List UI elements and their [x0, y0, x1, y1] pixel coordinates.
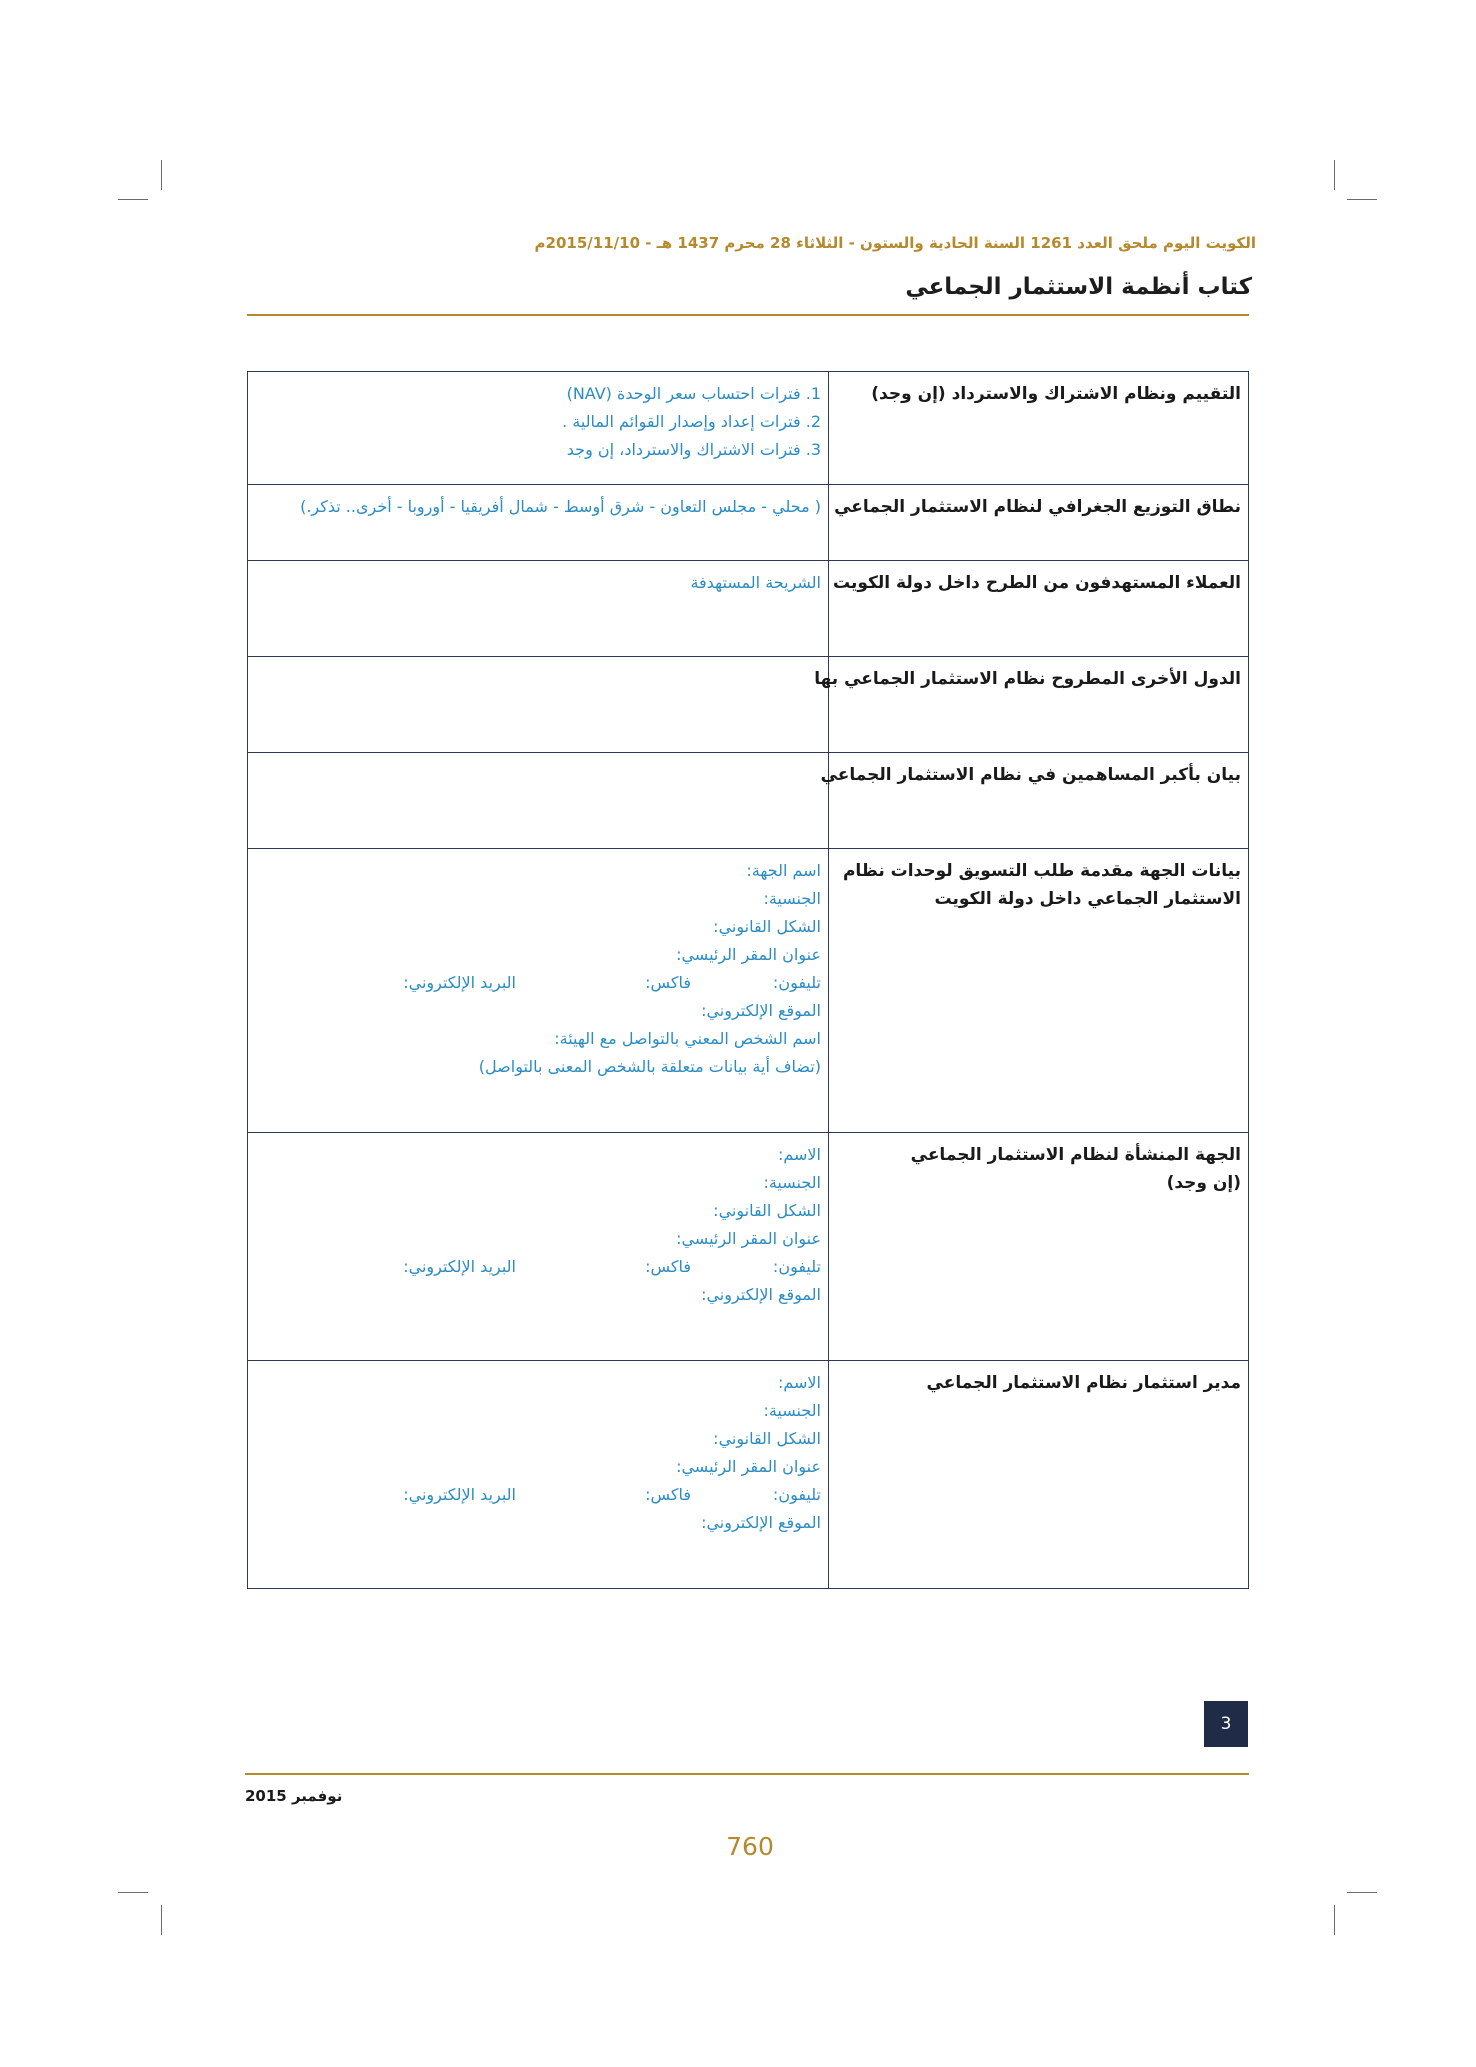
value-line: الشكل القانوني:	[713, 917, 821, 936]
row-value	[248, 657, 829, 753]
crop-mark	[161, 160, 162, 190]
document-title: كتاب أنظمة الاستثمار الجماعي	[905, 274, 1252, 300]
fund-info-table	[247, 371, 1249, 1589]
label-line: (إن وجد)	[1166, 1173, 1241, 1193]
table-row	[248, 485, 1249, 561]
title-divider	[247, 314, 1249, 316]
value-line: الاسم:	[777, 1145, 821, 1164]
label-line: العملاء المستهدفون من الطرح داخل دولة الكويت	[832, 573, 1241, 593]
gazette-issue-line: الكويت اليوم ملحق العدد 1261 السنة الحادية والستون - الثلاثاء 28 محرم 1437 هـ - 2015/11/10م	[534, 234, 1256, 252]
value-line: الموقع الإلكتروني:	[701, 1513, 821, 1532]
footer-date: نوفمبر 2015	[245, 1787, 343, 1805]
label-line: الجهة المنشأة لنظام الاستثمار الجماعي	[910, 1145, 1241, 1165]
row-value	[248, 1361, 829, 1589]
crop-mark	[1347, 1892, 1377, 1893]
table-row	[248, 849, 1249, 1133]
label-line: بيان بأكبر المساهمين في نظام الاستثمار الجماعي	[820, 765, 1241, 785]
value-line: 1. فترات احتساب سعر الوحدة (NAV)	[566, 384, 821, 403]
label-line: التقييم ونظام الاشتراك والاسترداد (إن وجد)	[871, 384, 1241, 404]
page-number: 760	[726, 1832, 774, 1861]
contact-line	[255, 1253, 821, 1281]
email-field-label: البريد الإلكتروني:	[403, 1257, 516, 1276]
contact-line	[255, 969, 821, 997]
row-label	[829, 1361, 1249, 1589]
value-line: 3. فترات الاشتراك والاسترداد، إن وجد	[566, 440, 821, 459]
phone-field-label: تليفون:	[772, 973, 821, 992]
value-line: اسم الجهة:	[746, 861, 821, 880]
value-line: عنوان المقر الرئيسي:	[676, 1457, 821, 1476]
row-label	[814, 657, 1249, 753]
fax-field-label: فاكس:	[645, 1257, 691, 1276]
email-field-label: البريد الإلكتروني:	[403, 1485, 516, 1504]
table-row	[248, 753, 1249, 849]
email-field-label: البريد الإلكتروني:	[403, 973, 516, 992]
crop-mark	[161, 1905, 162, 1935]
table-row	[248, 561, 1249, 657]
row-label	[829, 485, 1249, 561]
table-row	[248, 1361, 1249, 1589]
fax-field-label: فاكس:	[645, 973, 691, 992]
section-page-badge: 3	[1204, 1701, 1248, 1747]
value-line: عنوان المقر الرئيسي:	[676, 1229, 821, 1248]
fax-field-label: فاكس:	[645, 1485, 691, 1504]
value-line: الاسم:	[777, 1373, 821, 1392]
value-line: الجنسية:	[763, 1173, 821, 1192]
phone-field-label: تليفون:	[772, 1485, 821, 1504]
label-line: الدول الأخرى المطروح نظام الاستثمار الجماعي بها	[814, 669, 1241, 689]
value-line: الشريحة المستهدفة	[690, 573, 821, 592]
row-label	[829, 561, 1249, 657]
table-row	[248, 1133, 1249, 1361]
crop-mark	[1334, 160, 1335, 190]
phone-field-label: تليفون:	[772, 1257, 821, 1276]
row-label	[829, 849, 1249, 1133]
value-line: عنوان المقر الرئيسي:	[676, 945, 821, 964]
crop-mark	[118, 1892, 148, 1893]
row-label	[820, 753, 1249, 849]
value-line: الموقع الإلكتروني:	[701, 1001, 821, 1020]
table-row	[248, 657, 1249, 753]
value-line: الشكل القانوني:	[713, 1429, 821, 1448]
footer-divider	[245, 1773, 1249, 1775]
crop-mark	[118, 199, 148, 200]
crop-mark	[1347, 199, 1377, 200]
row-value	[248, 372, 829, 485]
value-line: (تضاف أية بيانات متعلقة بالشخص المعنى بالتواصل)	[478, 1057, 821, 1076]
value-line: الجنسية:	[763, 1401, 821, 1420]
value-line: ( محلي - مجلس التعاون - شرق أوسط - شمال أفريقيا - أوروبا - أخرى.. تذكر.)	[300, 497, 821, 516]
table-row	[248, 372, 1249, 485]
row-value	[248, 561, 829, 657]
row-value	[248, 1133, 829, 1361]
value-line: الجنسية:	[763, 889, 821, 908]
value-line: 2. فترات إعداد وإصدار القوائم المالية .	[562, 412, 821, 431]
row-value	[248, 849, 829, 1133]
row-value	[248, 753, 829, 849]
label-line: بيانات الجهة مقدمة طلب التسويق لوحدات نظام	[842, 861, 1241, 881]
label-line: مدير استثمار نظام الاستثمار الجماعي	[926, 1373, 1241, 1393]
label-line: نطاق التوزيع الجغرافي لنظام الاستثمار الجماعي	[834, 497, 1241, 517]
row-label	[829, 372, 1249, 485]
contact-line	[255, 1481, 821, 1509]
value-line: اسم الشخص المعني بالتواصل مع الهيئة:	[554, 1029, 821, 1048]
label-line: الاستثمار الجماعي داخل دولة الكويت	[934, 889, 1241, 909]
value-line: الموقع الإلكتروني:	[701, 1285, 821, 1304]
value-line: الشكل القانوني:	[713, 1201, 821, 1220]
row-value	[248, 485, 829, 561]
row-label	[829, 1133, 1249, 1361]
crop-mark	[1334, 1905, 1335, 1935]
